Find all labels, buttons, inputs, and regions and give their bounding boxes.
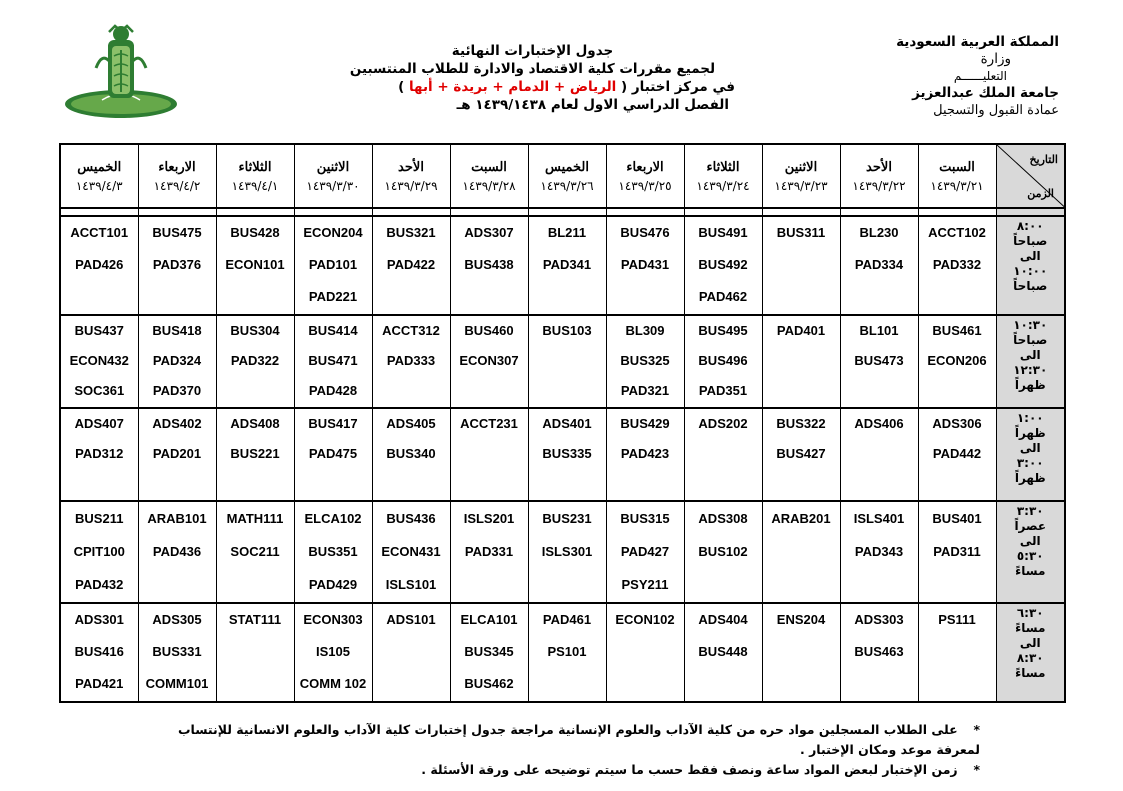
day-date: ١٤٣٩/٣/٢٣ (774, 179, 828, 193)
time-line: ظهراً (1014, 378, 1046, 393)
course-code: ADS301 (74, 611, 124, 627)
schedule-cell (138, 501, 216, 603)
course-code: BUS462 (464, 675, 514, 691)
course-code: MATH111 (226, 510, 284, 526)
time-slot-row (60, 501, 1065, 603)
course-code: BUS429 (620, 416, 670, 432)
time-slot-row (60, 315, 1065, 408)
course-code: PAD311 (933, 543, 981, 559)
course-code: PAD370 (152, 383, 202, 399)
day-header-8 (294, 144, 372, 208)
schedule-cell (762, 315, 840, 408)
day-name: السبت (939, 159, 975, 174)
schedule-cell (60, 501, 138, 603)
course-code: ADS407 (74, 416, 124, 432)
day-date: ١٤٣٩/٣/٢٤ (696, 179, 750, 193)
course-code: BUS417 (308, 416, 358, 432)
day-header-6 (450, 144, 528, 208)
course-code: PAD322 (230, 353, 280, 369)
time-slot-label (996, 315, 1065, 408)
time-line: ٣:٣٠ (1016, 503, 1044, 518)
course-code: ADS408 (230, 416, 280, 432)
course-code: ADS404 (698, 611, 748, 627)
course-code: BUS304 (230, 323, 280, 339)
schedule-cell (138, 603, 216, 702)
course-code: PAD333 (386, 353, 436, 369)
course-code: BL309 (625, 323, 665, 339)
schedule-cell (606, 603, 684, 702)
day-date: ١٤٣٩/٤/٣ (75, 179, 123, 193)
day-date: ١٤٣٩/٤/٢ (153, 179, 201, 193)
course-code: BUS351 (308, 543, 358, 559)
time-line: الى (1019, 441, 1041, 456)
course-code: ACCT231 (460, 416, 518, 432)
course-code: BUS448 (698, 643, 748, 659)
course-code: BL101 (859, 323, 899, 339)
semester-line: الفصل الدراسي الاول لعام ١٤٣٩/١٤٣٨ هـ (456, 97, 729, 113)
course-code: PAD475 (308, 446, 358, 462)
course-code: PAD429 (308, 576, 358, 592)
centers-cities: الرياض + الدمام + بريدة + أبها (408, 79, 617, 95)
time-line: الى (1019, 533, 1041, 548)
course-code: BUS321 (386, 225, 436, 241)
schedule-cell (840, 315, 918, 408)
schedule-cell (840, 501, 918, 603)
course-code: BUS340 (386, 446, 436, 462)
time-slot-label (996, 216, 1065, 315)
course-code: ISLS101 (385, 576, 437, 592)
schedule-cell (216, 408, 294, 501)
time-line: ١٢:٣٠ (1013, 363, 1048, 378)
course-code: PAD101 (308, 257, 358, 273)
course-code: BUS311 (776, 225, 826, 241)
schedule-cell (528, 501, 606, 603)
course-code: ISLS301 (541, 543, 593, 559)
day-name: الأحد (398, 159, 424, 174)
course-code: ELCA102 (304, 510, 362, 526)
schedule-cell (216, 501, 294, 603)
schedule-cell (528, 408, 606, 501)
time-slot-row (60, 603, 1065, 702)
time-line: ١٠:٠٠ (1013, 264, 1048, 279)
schedule-cell (918, 216, 996, 315)
course-code: ACCT101 (70, 225, 129, 241)
schedule-cell (684, 315, 762, 408)
course-code: ECON303 (303, 611, 363, 627)
day-date: ١٤٣٩/٣/٣٠ (306, 179, 360, 193)
course-code: ELCA101 (460, 611, 518, 627)
schedule-cell (450, 315, 528, 408)
course-code: ADS405 (386, 416, 436, 432)
course-code: PAD221 (308, 289, 358, 305)
schedule-cell (606, 315, 684, 408)
course-code: ADS308 (698, 510, 748, 526)
course-code: ARAB201 (771, 510, 831, 526)
course-code: PAD442 (932, 446, 982, 462)
schedule-cell (138, 408, 216, 501)
education-label: التعليــــــم (953, 69, 1007, 83)
day-header-0 (918, 144, 996, 208)
course-code: BUS315 (620, 510, 670, 526)
course-code: BUS438 (464, 257, 514, 273)
course-code: ECON102 (615, 611, 675, 627)
course-code: COMM 102 (299, 675, 367, 691)
time-line: صباحاً (1013, 234, 1048, 249)
schedule-cell (762, 603, 840, 702)
centers-suffix: ) (398, 79, 405, 95)
course-code: SOC361 (74, 383, 125, 399)
course-code: PAD422 (386, 257, 436, 273)
course-code: PAD432 (75, 576, 124, 592)
course-code: ADS202 (698, 416, 748, 432)
time-line: عصراً (1014, 518, 1047, 533)
course-code: ARAB101 (147, 510, 207, 526)
course-code: BUS102 (698, 543, 748, 559)
course-code: BUS492 (698, 257, 748, 273)
schedule-cell (450, 603, 528, 702)
footnote-1 (150, 720, 990, 760)
day-name: السبت (471, 159, 507, 174)
course-code: BL211 (547, 225, 587, 241)
course-code: PSY211 (621, 576, 669, 592)
schedule-cell (294, 216, 372, 315)
course-code: PAD312 (75, 446, 124, 462)
schedule-cell (372, 603, 450, 702)
title-line-2: لجميع مقررات كلية الاقتصاد والادارة للطلاب المنتسبين (349, 61, 716, 77)
day-header-7 (372, 144, 450, 208)
course-code: BUS231 (542, 510, 592, 526)
day-date: ١٤٣٩/٣/٢٨ (462, 179, 516, 193)
schedule-cell (918, 315, 996, 408)
course-code: PAD376 (152, 257, 202, 273)
course-code: BUS427 (776, 446, 826, 462)
time-line: ظهراً (1014, 471, 1046, 486)
course-code: PAD427 (620, 543, 670, 559)
time-slot-label (996, 603, 1065, 702)
course-code: COMM101 (145, 675, 209, 691)
schedule-cell (918, 408, 996, 501)
deanship-name: عمادة القبول والتسجيل (933, 103, 1059, 118)
exam-centers-line (330, 78, 735, 96)
exam-schedule-table (59, 143, 1066, 703)
course-code: BUS418 (152, 323, 202, 339)
time-line: مساءً (1015, 620, 1046, 635)
course-code: BUS414 (308, 323, 358, 339)
course-code: BUS335 (542, 446, 592, 462)
course-code: ECON101 (225, 257, 285, 273)
date-label: التاريخ (1029, 154, 1058, 166)
time-line: الى (1019, 635, 1041, 650)
footnote-2-text: زمن الإختبار لبعض المواد ساعة ونصف فقط حسب ما سيتم توضيحه على ورقة الأسئلة . (421, 762, 958, 777)
schedule-cell (294, 603, 372, 702)
schedule-cell (606, 216, 684, 315)
schedule-cell (762, 216, 840, 315)
day-header-row (60, 144, 1065, 208)
day-date: ١٤٣٩/٣/٢٢ (852, 179, 906, 193)
course-code: BUS103 (542, 323, 592, 339)
course-code: PAD421 (75, 675, 124, 691)
palm-emblem-icon (62, 22, 180, 122)
time-slot-row (60, 216, 1065, 315)
time-line: الى (1019, 249, 1041, 264)
course-code: ACCT312 (382, 323, 440, 339)
day-name: الثلاثاء (706, 159, 740, 174)
time-line: ٣:٠٠ (1016, 456, 1044, 471)
course-code: BUS322 (776, 416, 826, 432)
course-code: BUS476 (620, 225, 670, 241)
course-code: BUS211 (75, 510, 124, 526)
time-line: ٨:٣٠ (1016, 650, 1044, 665)
course-code: ECON431 (381, 543, 441, 559)
footnote-2 (150, 760, 980, 780)
schedule-cell (528, 315, 606, 408)
schedule-cell (294, 315, 372, 408)
course-code: ENS204 (776, 611, 826, 627)
schedule-cell (840, 603, 918, 702)
course-code: ADS303 (854, 611, 904, 627)
course-code: ECON307 (459, 353, 519, 369)
course-code: BUS428 (230, 225, 280, 241)
course-code: PAD426 (75, 257, 124, 273)
schedule-cell (60, 408, 138, 501)
course-code: PAD428 (308, 383, 358, 399)
course-code: BUS491 (698, 225, 748, 241)
day-header-2 (762, 144, 840, 208)
course-code: BUS401 (932, 510, 982, 526)
schedule-cell (840, 216, 918, 315)
title-line-1: جدول الإختبارات النهائية (451, 43, 614, 59)
time-line: صباحاً (1013, 279, 1048, 294)
schedule-cell (684, 408, 762, 501)
course-code: PAD423 (620, 446, 670, 462)
footnote-1-text: على الطلاب المسجلين مواد حره من كلية الآداب والعلوم الإنسانية مراجعة جدول إختبارات كلية الآداب والعلوم الانسانية للإنتساب لمعرفة موعد ومكان الإختبار . (177, 722, 980, 757)
day-header-3 (684, 144, 762, 208)
day-name: الخميس (77, 159, 122, 174)
day-date: ١٤٣٩/٣/٢٩ (384, 179, 438, 193)
course-code: ECON206 (927, 353, 987, 369)
schedule-cell (450, 408, 528, 501)
course-code: PAD431 (620, 257, 670, 273)
course-code: STAT111 (228, 611, 282, 627)
course-code: ECON432 (69, 353, 129, 369)
course-code: BUS331 (152, 643, 202, 659)
day-date: ١٤٣٩/٣/٢٦ (540, 179, 594, 193)
schedule-cell (216, 216, 294, 315)
course-code: PAD332 (932, 257, 982, 273)
day-header-4 (606, 144, 684, 208)
course-code: BUS461 (932, 323, 982, 339)
ministry-label: وزارة (980, 51, 1011, 67)
university-logo (62, 22, 180, 122)
course-code: BUS325 (620, 353, 670, 369)
course-code: PAD343 (854, 543, 904, 559)
spacer-row (60, 208, 1065, 216)
schedule-cell (372, 501, 450, 603)
day-header-9 (216, 144, 294, 208)
time-line: ٥:٣٠ (1016, 548, 1044, 563)
schedule-cell (606, 408, 684, 501)
course-code: BUS416 (74, 643, 124, 659)
course-code: PAD331 (464, 543, 514, 559)
course-code: ADS307 (464, 225, 514, 241)
day-header-11 (60, 144, 138, 208)
course-code: PAD334 (854, 257, 904, 273)
university-name: جامعة الملك عبدالعزيز (912, 85, 1059, 101)
course-code: PAD201 (152, 446, 202, 462)
course-code: ISLS201 (463, 510, 515, 526)
schedule-cell (372, 408, 450, 501)
day-header-5 (528, 144, 606, 208)
schedule-cell (528, 603, 606, 702)
course-code: ADS305 (152, 611, 202, 627)
time-line: مساءً (1015, 665, 1046, 680)
course-code: CPIT100 (73, 543, 125, 559)
time-line: مساءً (1015, 563, 1046, 578)
schedule-cell (762, 501, 840, 603)
schedule-cell (528, 216, 606, 315)
course-code: BUS463 (854, 643, 904, 659)
day-name: الاربعاء (158, 159, 196, 174)
course-code: ADS406 (854, 416, 904, 432)
day-date: ١٤٣٩/٣/٢٥ (618, 179, 672, 193)
schedule-cell (684, 501, 762, 603)
course-code: BUS471 (308, 353, 358, 369)
day-date: ١٤٣٩/٤/١ (231, 179, 279, 193)
course-code: ADS306 (932, 416, 982, 432)
course-code: BUS496 (698, 353, 748, 369)
schedule-cell (840, 408, 918, 501)
schedule-cell (450, 501, 528, 603)
schedule-cell (138, 315, 216, 408)
day-date: ١٤٣٩/٣/٢١ (930, 179, 984, 193)
course-code: PAD462 (698, 289, 748, 305)
time-slot-row (60, 408, 1065, 501)
course-code: ECON204 (303, 225, 363, 241)
time-slot-label (996, 501, 1065, 603)
institution-block (859, 34, 1059, 119)
course-code: BUS473 (854, 353, 904, 369)
course-code: PAD401 (776, 323, 826, 339)
time-line: ظهراً (1014, 426, 1046, 441)
day-name: الاثنين (316, 159, 350, 174)
day-name: الأحد (866, 159, 892, 174)
course-code: PAD321 (620, 383, 670, 399)
centers-prefix: في مركز اختبار ( (621, 79, 735, 95)
schedule-cell (60, 315, 138, 408)
course-code: PAD324 (152, 353, 202, 369)
course-code: BUS475 (152, 225, 202, 241)
day-header-1 (840, 144, 918, 208)
time-slot-label (996, 408, 1065, 501)
schedule-cell (918, 603, 996, 702)
footnotes (150, 720, 990, 780)
time-line: الى (1019, 348, 1041, 363)
time-line: صباحاً (1013, 333, 1048, 348)
date-time-corner (996, 144, 1065, 208)
course-code: BUS345 (464, 643, 514, 659)
course-code: ISLS401 (853, 510, 905, 526)
time-line: ٨:٠٠ (1016, 219, 1044, 234)
course-code: ADS401 (542, 416, 592, 432)
schedule-cell (138, 216, 216, 315)
time-label: الزمن (1027, 188, 1054, 200)
day-name: الخميس (545, 159, 589, 174)
asterisk-icon: * (973, 722, 980, 737)
day-name: الثلاثاء (238, 159, 272, 174)
schedule-cell (372, 216, 450, 315)
schedule-cell (60, 603, 138, 702)
course-code: PAD436 (152, 543, 202, 559)
kingdom-name: المملكة العربية السعودية (896, 34, 1059, 50)
course-code: IS105 (316, 643, 350, 659)
schedule-cell (684, 216, 762, 315)
exam-title-block (330, 42, 735, 114)
schedule-cell (918, 501, 996, 603)
day-name: الاثنين (784, 159, 818, 174)
course-code: BL230 (859, 225, 899, 241)
schedule-cell (216, 603, 294, 702)
schedule-cell (216, 315, 294, 408)
asterisk-icon: * (973, 762, 980, 777)
course-code: PS111 (938, 611, 976, 627)
time-line: ١:٠٠ (1016, 411, 1044, 426)
course-code: PAD461 (542, 611, 592, 627)
course-code: PS101 (547, 643, 587, 659)
schedule-cell (684, 603, 762, 702)
schedule-cell (372, 315, 450, 408)
day-header-10 (138, 144, 216, 208)
course-code: BUS495 (698, 323, 748, 339)
time-line: ١٠:٣٠ (1013, 318, 1048, 333)
course-code: ADS402 (152, 416, 202, 432)
schedule-cell (60, 216, 138, 315)
course-code: BUS460 (464, 323, 514, 339)
course-code: PAD341 (542, 257, 592, 273)
course-code: ADS101 (386, 611, 436, 627)
course-code: BUS221 (230, 446, 280, 462)
schedule-cell (450, 216, 528, 315)
course-code: PAD351 (698, 383, 748, 399)
time-line: ٦:٣٠ (1016, 605, 1044, 620)
schedule-cell (294, 501, 372, 603)
schedule-cell (606, 501, 684, 603)
schedule-cell (294, 408, 372, 501)
course-code: BUS436 (386, 510, 436, 526)
course-code: ACCT102 (928, 225, 986, 241)
schedule-cell (762, 408, 840, 501)
course-code: BUS437 (74, 323, 124, 339)
course-code: SOC211 (230, 543, 280, 559)
day-name: الاربعاء (626, 159, 664, 174)
